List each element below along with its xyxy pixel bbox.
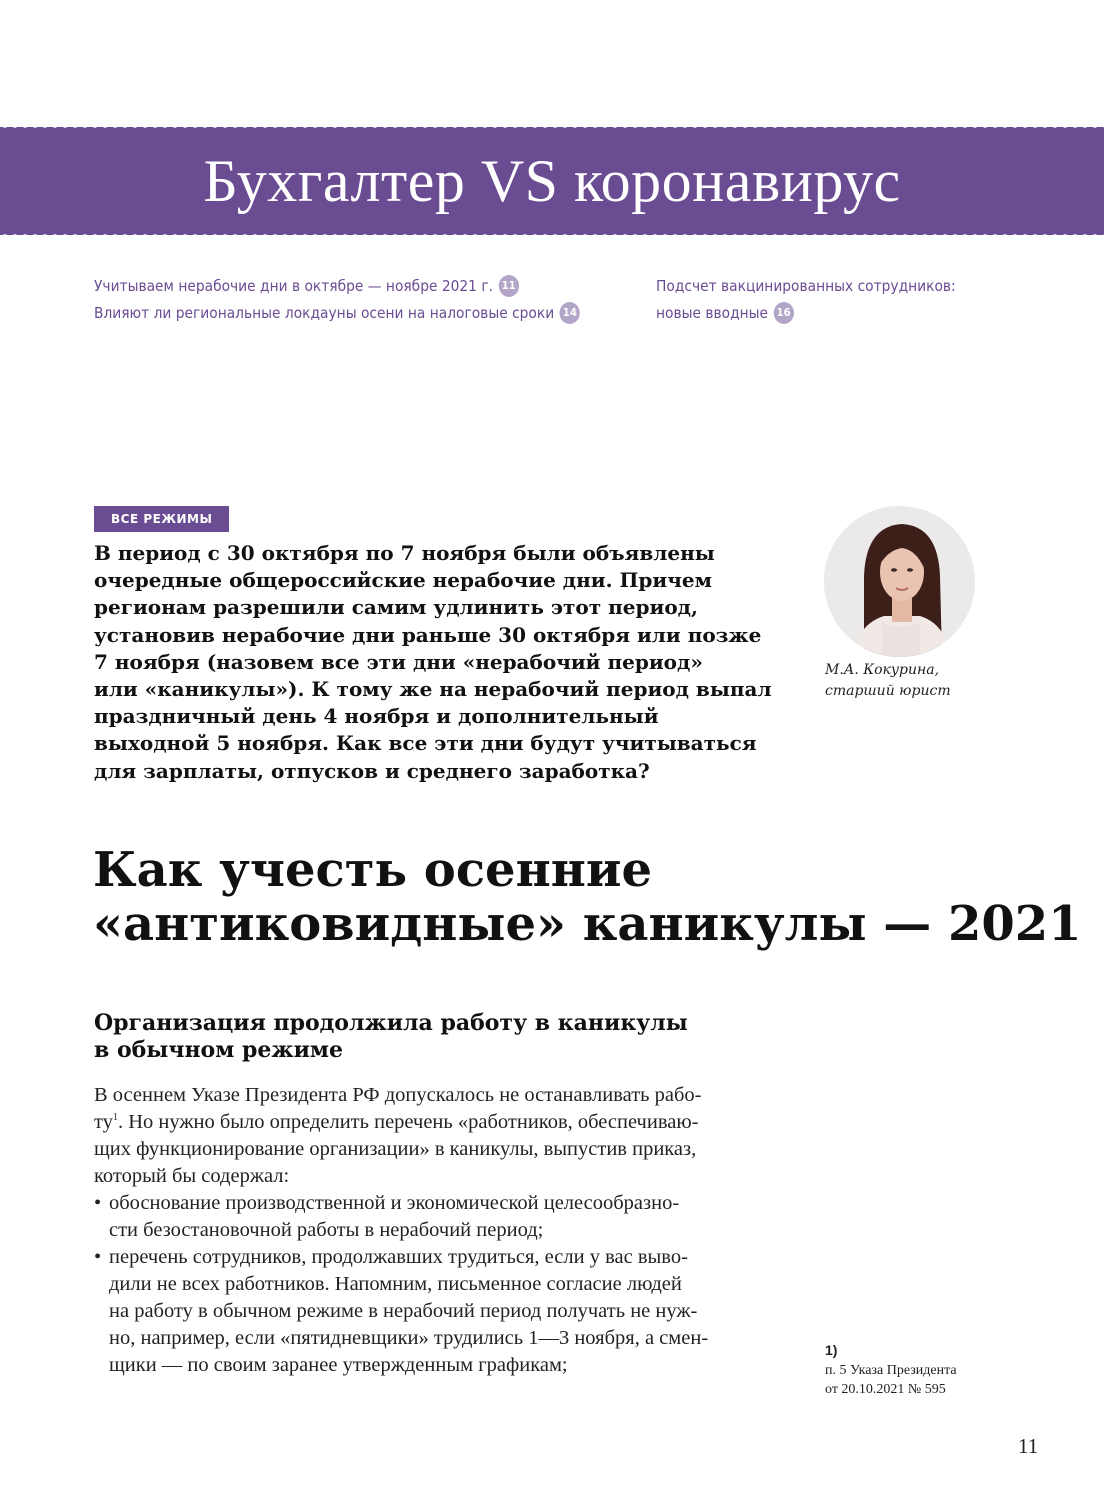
lead-paragraph (94, 540, 784, 785)
lead-line: или «каникулы»). К тому же на нерабочий период выпал (94, 677, 772, 702)
lead-line: праздничный день 4 ноября и дополнительный (94, 704, 659, 729)
subheading-line: в обычном режиме (94, 1037, 344, 1063)
section-title: Бухгалтер VS коронавирус (203, 148, 901, 214)
author-photo (824, 506, 975, 657)
author-name: М.А. Кокурина, (825, 662, 940, 678)
toc-item-text[interactable]: новые вводные (656, 303, 769, 322)
bullet-continuation: но, например, если «пятидневщики» трудились 1—3 ноября, а смен- (109, 1327, 709, 1349)
body-fragment: . Но нужно было определить перечень «работников, обеспечиваю- (117, 1111, 699, 1133)
page-badge[interactable]: 11 (498, 275, 518, 297)
body-line: щих функционирование организации» в каникулы, выпустив приказ, (94, 1138, 697, 1160)
toc-item-text[interactable]: Подсчет вакцинированных сотрудников: (656, 276, 956, 295)
subheading-line: Организация продолжила работу в каникулы (94, 1010, 688, 1036)
page-badge[interactable]: 14 (560, 302, 580, 324)
footnote-ref[interactable]: 1 (112, 1112, 118, 1124)
headline-line: «антиковидные» каникулы — 2021 (93, 896, 1082, 952)
body-text (94, 1082, 784, 1379)
lead-line: регионам разрешили самим удлинить этот период, (94, 595, 698, 620)
section-subheading (94, 1010, 688, 1064)
toc-item[interactable] (656, 272, 956, 299)
bullet-text: перечень сотрудников, продолжавших трудиться, если у вас выво- (109, 1246, 688, 1268)
footnote-line (825, 1341, 957, 1380)
lead-line: установив нерабочие дни раньше 30 октября или позже (94, 622, 762, 647)
article-headline (93, 843, 1082, 951)
toc-left (94, 272, 622, 326)
toc-item-text[interactable]: Учитываем нерабочие дни в октябре — ноябре 2021 г. (94, 276, 493, 295)
lead-line: для зарплаты, отпусков и среднего заработка? (94, 758, 650, 783)
author-portrait-icon (824, 506, 975, 657)
footnote-text: п. 5 Указа Президента (825, 1363, 957, 1378)
bullet-text: обоснование производственной и экономической целесообразно- (109, 1192, 680, 1214)
bullet-item (94, 1244, 784, 1271)
bullet-continuation: на работу в обычном режиме в нерабочий период получать не нуж- (109, 1300, 698, 1322)
lead-line: В период с 30 октября по 7 ноября были объявлены (94, 541, 715, 565)
lead-line: очередные общероссийские нерабочие дни. Причем (94, 568, 712, 593)
bullet-icon: • (94, 1192, 102, 1214)
body-line (94, 1109, 784, 1136)
toc-right (656, 272, 982, 326)
page-badge[interactable]: 16 (774, 302, 794, 324)
lead-line: выходной 5 ноября. Как все эти дни будут учитываться (94, 731, 757, 756)
bullet-continuation: щики — по своим заранее утвержденным графикам; (109, 1354, 568, 1376)
body-fragment: ту (94, 1111, 113, 1133)
bullet-continuation: сти безостановочной работы в нерабочий период; (109, 1219, 544, 1241)
toc-item[interactable] (94, 299, 580, 326)
footnote-line: от 20.10.2021 № 595 (825, 1382, 946, 1397)
footnote (825, 1341, 957, 1399)
body-line: В осеннем Указе Президента РФ допускалось не останавливать рабо- (94, 1084, 702, 1106)
body-line: который бы содержал: (94, 1165, 290, 1187)
bullet-icon: • (94, 1246, 102, 1268)
author-caption (825, 660, 951, 702)
lead-line: 7 ноября (назовем все эти дни «нерабочий период» (94, 649, 703, 674)
footnote-marker: 1) (825, 1342, 838, 1358)
page-number: 11 (1018, 1434, 1039, 1458)
bullet-item (94, 1190, 784, 1217)
bullet-continuation: дили не всех работников. Напомним, письменное согласие людей (109, 1273, 682, 1295)
section-banner (0, 127, 1104, 235)
toc-item[interactable] (94, 272, 580, 299)
toc-item[interactable] (656, 299, 956, 326)
toc-item-text[interactable]: Влияют ли региональные локдауны осени на налоговые сроки (94, 303, 555, 322)
category-tag: ВСЕ РЕЖИМЫ (94, 506, 229, 532)
headline-line: Как учесть осенние (93, 842, 652, 898)
author-title: старший юрист (825, 683, 951, 699)
